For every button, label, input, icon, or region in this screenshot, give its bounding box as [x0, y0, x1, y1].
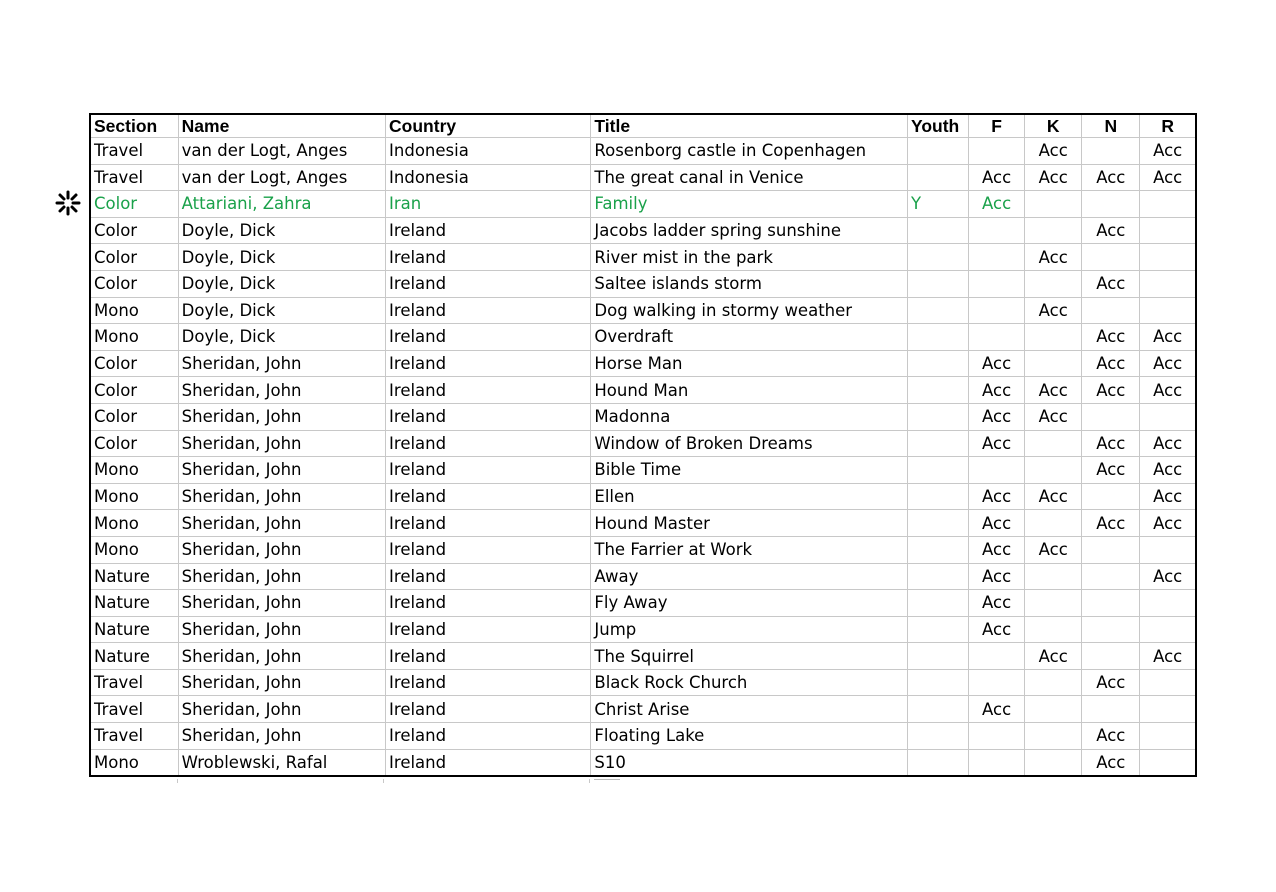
- cell-k: [1025, 217, 1082, 244]
- cell-title: Bible Time: [591, 457, 908, 484]
- table-row: [90, 723, 1196, 750]
- cell-country: Ireland: [386, 457, 591, 484]
- cell-r: [1140, 297, 1196, 324]
- cell-f: Acc: [969, 403, 1025, 430]
- table-row: [90, 377, 1196, 404]
- cell-youth: [907, 563, 968, 590]
- cell-r: [1140, 590, 1196, 617]
- cell-name: Sheridan, John: [178, 643, 385, 670]
- cell-k: [1025, 457, 1082, 484]
- cell-n: Acc: [1082, 749, 1140, 776]
- cell-f: [969, 297, 1025, 324]
- cell-title: Window of Broken Dreams: [591, 430, 908, 457]
- loading-spinner-icon: [55, 190, 81, 216]
- cell-f: Acc: [969, 696, 1025, 723]
- cell-r: [1140, 749, 1196, 776]
- cell-r: Acc: [1140, 377, 1196, 404]
- table-row: [90, 270, 1196, 297]
- cell-n: [1082, 297, 1140, 324]
- cell-r: Acc: [1140, 643, 1196, 670]
- cell-n: [1082, 403, 1140, 430]
- cell-country: Ireland: [386, 510, 591, 537]
- cell-name: Doyle, Dick: [178, 270, 385, 297]
- cell-title: Floating Lake: [591, 723, 908, 750]
- cell-youth: [907, 297, 968, 324]
- cell-r: [1140, 403, 1196, 430]
- cell-f: [969, 270, 1025, 297]
- cell-section: Nature: [90, 590, 178, 617]
- cell-youth: [907, 244, 968, 271]
- cell-youth: [907, 350, 968, 377]
- cell-n: [1082, 536, 1140, 563]
- cell-title: Overdraft: [591, 324, 908, 351]
- cell-f: [969, 138, 1025, 165]
- cell-title: Dog walking in stormy weather: [591, 297, 908, 324]
- cell-section: Color: [90, 217, 178, 244]
- cell-youth: [907, 377, 968, 404]
- cell-n: Acc: [1082, 217, 1140, 244]
- cell-n: Acc: [1082, 430, 1140, 457]
- gridline-tail: [177, 779, 178, 783]
- cell-country: Ireland: [386, 244, 591, 271]
- cell-title: The Squirrel: [591, 643, 908, 670]
- cell-k: [1025, 590, 1082, 617]
- cell-f: Acc: [969, 510, 1025, 537]
- cell-k: Acc: [1025, 138, 1082, 165]
- cell-section: Color: [90, 191, 178, 218]
- table-body: [90, 138, 1196, 777]
- cell-n: [1082, 643, 1140, 670]
- table-row: [90, 457, 1196, 484]
- cell-k: Acc: [1025, 244, 1082, 271]
- cell-country: Ireland: [386, 297, 591, 324]
- column-header-k: K: [1025, 114, 1082, 138]
- cell-title: Christ Arise: [591, 696, 908, 723]
- table-row: [90, 297, 1196, 324]
- table-row: [90, 563, 1196, 590]
- cell-name: Sheridan, John: [178, 350, 385, 377]
- cell-r: Acc: [1140, 164, 1196, 191]
- cell-title: The great canal in Venice: [591, 164, 908, 191]
- cell-k: Acc: [1025, 483, 1082, 510]
- cell-title: Horse Man: [591, 350, 908, 377]
- column-header-title: Title: [591, 114, 908, 138]
- cell-section: Mono: [90, 749, 178, 776]
- column-header-r: R: [1140, 114, 1196, 138]
- cell-section: Mono: [90, 297, 178, 324]
- cell-r: Acc: [1140, 483, 1196, 510]
- column-header-name: Name: [178, 114, 385, 138]
- cell-n: [1082, 191, 1140, 218]
- cell-k: [1025, 270, 1082, 297]
- table-row: [90, 669, 1196, 696]
- cell-k: [1025, 669, 1082, 696]
- table-row: [90, 324, 1196, 351]
- header-row: [90, 114, 1196, 138]
- cell-r: [1140, 536, 1196, 563]
- cell-n: [1082, 138, 1140, 165]
- column-header-section: Section: [90, 114, 178, 138]
- cell-r: Acc: [1140, 324, 1196, 351]
- cell-youth: Y: [907, 191, 968, 218]
- cell-country: Ireland: [386, 483, 591, 510]
- cell-k: [1025, 510, 1082, 537]
- cell-country: Ireland: [386, 270, 591, 297]
- cell-n: Acc: [1082, 270, 1140, 297]
- cell-f: Acc: [969, 377, 1025, 404]
- cell-name: van der Logt, Anges: [178, 138, 385, 165]
- cell-n: [1082, 590, 1140, 617]
- cell-section: Mono: [90, 510, 178, 537]
- cell-f: Acc: [969, 483, 1025, 510]
- cell-country: Ireland: [386, 669, 591, 696]
- cell-r: Acc: [1140, 430, 1196, 457]
- cell-section: Nature: [90, 563, 178, 590]
- cell-n: [1082, 483, 1140, 510]
- cell-n: Acc: [1082, 164, 1140, 191]
- cell-title: S10: [591, 749, 908, 776]
- cell-title: Saltee islands storm: [591, 270, 908, 297]
- cell-section: Travel: [90, 138, 178, 165]
- table-row: [90, 643, 1196, 670]
- cell-name: Sheridan, John: [178, 457, 385, 484]
- cell-name: Doyle, Dick: [178, 244, 385, 271]
- cell-name: Doyle, Dick: [178, 297, 385, 324]
- cell-country: Iran: [386, 191, 591, 218]
- cell-country: Indonesia: [386, 164, 591, 191]
- table-row: [90, 164, 1196, 191]
- cell-n: [1082, 563, 1140, 590]
- cell-section: Mono: [90, 324, 178, 351]
- cell-k: [1025, 350, 1082, 377]
- cell-f: [969, 324, 1025, 351]
- table-row: [90, 696, 1196, 723]
- cell-country: Ireland: [386, 723, 591, 750]
- column-header-country: Country: [386, 114, 591, 138]
- column-header-f: F: [969, 114, 1025, 138]
- cell-k: [1025, 191, 1082, 218]
- cell-country: Ireland: [386, 749, 591, 776]
- cell-title: Ellen: [591, 483, 908, 510]
- cell-r: [1140, 217, 1196, 244]
- cell-n: Acc: [1082, 457, 1140, 484]
- cell-f: Acc: [969, 590, 1025, 617]
- cell-f: Acc: [969, 164, 1025, 191]
- cell-title: Hound Man: [591, 377, 908, 404]
- cell-k: [1025, 563, 1082, 590]
- cell-title: Rosenborg castle in Copenhagen: [591, 138, 908, 165]
- cell-r: [1140, 696, 1196, 723]
- cell-name: Sheridan, John: [178, 723, 385, 750]
- cell-k: Acc: [1025, 297, 1082, 324]
- cell-youth: [907, 324, 968, 351]
- cell-section: Mono: [90, 536, 178, 563]
- cell-section: Travel: [90, 164, 178, 191]
- cell-k: Acc: [1025, 164, 1082, 191]
- cell-r: Acc: [1140, 138, 1196, 165]
- cell-section: Travel: [90, 723, 178, 750]
- cell-country: Ireland: [386, 324, 591, 351]
- cell-n: Acc: [1082, 350, 1140, 377]
- cell-country: Ireland: [386, 350, 591, 377]
- cell-r: Acc: [1140, 563, 1196, 590]
- cell-r: [1140, 616, 1196, 643]
- cell-f: Acc: [969, 430, 1025, 457]
- cell-n: [1082, 244, 1140, 271]
- cell-country: Ireland: [386, 430, 591, 457]
- cell-title: Jacobs ladder spring sunshine: [591, 217, 908, 244]
- cell-name: Sheridan, John: [178, 430, 385, 457]
- cell-r: Acc: [1140, 457, 1196, 484]
- cell-name: Doyle, Dick: [178, 324, 385, 351]
- cell-f: [969, 244, 1025, 271]
- cell-youth: [907, 536, 968, 563]
- cell-section: Color: [90, 350, 178, 377]
- cell-n: [1082, 696, 1140, 723]
- cell-r: [1140, 669, 1196, 696]
- cell-youth: [907, 669, 968, 696]
- cell-r: [1140, 244, 1196, 271]
- cell-youth: [907, 616, 968, 643]
- cell-name: Sheridan, John: [178, 483, 385, 510]
- gridline-tail: [383, 779, 384, 783]
- cell-n: Acc: [1082, 377, 1140, 404]
- cell-country: Ireland: [386, 696, 591, 723]
- cell-name: Wroblewski, Rafal: [178, 749, 385, 776]
- cell-k: [1025, 616, 1082, 643]
- cell-section: Nature: [90, 616, 178, 643]
- cell-title: Fly Away: [591, 590, 908, 617]
- cell-f: [969, 669, 1025, 696]
- cell-name: van der Logt, Anges: [178, 164, 385, 191]
- cell-k: [1025, 696, 1082, 723]
- cell-f: Acc: [969, 616, 1025, 643]
- cell-f: [969, 217, 1025, 244]
- gridline-tail: [589, 779, 590, 783]
- table-row: [90, 536, 1196, 563]
- cell-section: Nature: [90, 643, 178, 670]
- cell-n: Acc: [1082, 324, 1140, 351]
- cell-n: Acc: [1082, 510, 1140, 537]
- cell-youth: [907, 483, 968, 510]
- cell-title: The Farrier at Work: [591, 536, 908, 563]
- cell-name: Sheridan, John: [178, 510, 385, 537]
- table-row: [90, 749, 1196, 776]
- cell-k: [1025, 723, 1082, 750]
- cell-name: Sheridan, John: [178, 616, 385, 643]
- cell-country: Ireland: [386, 616, 591, 643]
- cell-youth: [907, 138, 968, 165]
- cell-r: Acc: [1140, 510, 1196, 537]
- cell-r: Acc: [1140, 350, 1196, 377]
- table-row: [90, 483, 1196, 510]
- table-row: [90, 510, 1196, 537]
- cell-country: Ireland: [386, 217, 591, 244]
- table-row: [90, 403, 1196, 430]
- table-row: [90, 616, 1196, 643]
- column-header-n: N: [1082, 114, 1140, 138]
- cell-name: Sheridan, John: [178, 590, 385, 617]
- cell-youth: [907, 403, 968, 430]
- cell-youth: [907, 643, 968, 670]
- cell-country: Ireland: [386, 377, 591, 404]
- cell-section: Mono: [90, 483, 178, 510]
- table-row: [90, 350, 1196, 377]
- cell-country: Indonesia: [386, 138, 591, 165]
- cell-youth: [907, 696, 968, 723]
- cell-country: Ireland: [386, 590, 591, 617]
- cell-youth: [907, 457, 968, 484]
- cell-k: Acc: [1025, 377, 1082, 404]
- cell-title: Jump: [591, 616, 908, 643]
- cell-k: Acc: [1025, 643, 1082, 670]
- cell-name: Sheridan, John: [178, 669, 385, 696]
- cell-name: Sheridan, John: [178, 563, 385, 590]
- table-row: [90, 590, 1196, 617]
- table-row: [90, 430, 1196, 457]
- cell-youth: [907, 510, 968, 537]
- cell-section: Travel: [90, 669, 178, 696]
- cell-youth: [907, 723, 968, 750]
- cell-k: Acc: [1025, 403, 1082, 430]
- cell-section: Mono: [90, 457, 178, 484]
- column-header-youth: Youth: [907, 114, 968, 138]
- cell-youth: [907, 217, 968, 244]
- cell-name: Sheridan, John: [178, 377, 385, 404]
- cell-r: [1140, 723, 1196, 750]
- cell-title: Away: [591, 563, 908, 590]
- cell-k: Acc: [1025, 536, 1082, 563]
- cell-title: Family: [591, 191, 908, 218]
- cell-r: [1140, 191, 1196, 218]
- cell-k: [1025, 430, 1082, 457]
- cell-section: Color: [90, 430, 178, 457]
- cell-f: [969, 749, 1025, 776]
- cell-section: Color: [90, 377, 178, 404]
- cell-name: Attariani, Zahra: [178, 191, 385, 218]
- cell-name: Sheridan, John: [178, 403, 385, 430]
- cell-f: Acc: [969, 350, 1025, 377]
- cell-section: Color: [90, 244, 178, 271]
- cell-section: Color: [90, 403, 178, 430]
- table-row: [90, 217, 1196, 244]
- cell-youth: [907, 749, 968, 776]
- cell-country: Ireland: [386, 536, 591, 563]
- cell-f: Acc: [969, 563, 1025, 590]
- cell-name: Sheridan, John: [178, 696, 385, 723]
- cell-country: Ireland: [386, 563, 591, 590]
- cell-f: [969, 723, 1025, 750]
- cell-youth: [907, 590, 968, 617]
- table-row: [90, 191, 1196, 218]
- cell-name: Doyle, Dick: [178, 217, 385, 244]
- cell-f: [969, 643, 1025, 670]
- cell-n: Acc: [1082, 723, 1140, 750]
- cell-n: [1082, 616, 1140, 643]
- cell-youth: [907, 270, 968, 297]
- table-row: [90, 244, 1196, 271]
- results-table: [89, 113, 1197, 777]
- cell-title: River mist in the park: [591, 244, 908, 271]
- cell-youth: [907, 430, 968, 457]
- cell-f: [969, 457, 1025, 484]
- cell-name: Sheridan, John: [178, 536, 385, 563]
- cell-k: [1025, 749, 1082, 776]
- cell-title: Madonna: [591, 403, 908, 430]
- cell-youth: [907, 164, 968, 191]
- cell-title: Hound Master: [591, 510, 908, 537]
- table-row: [90, 138, 1196, 165]
- cell-section: Color: [90, 270, 178, 297]
- cell-section: Travel: [90, 696, 178, 723]
- cell-f: Acc: [969, 536, 1025, 563]
- cell-country: Ireland: [386, 403, 591, 430]
- cell-title: Black Rock Church: [591, 669, 908, 696]
- cell-f: Acc: [969, 191, 1025, 218]
- cell-n: Acc: [1082, 669, 1140, 696]
- cell-k: [1025, 324, 1082, 351]
- cell-country: Ireland: [386, 643, 591, 670]
- cutoff-text-fragment: [594, 779, 620, 783]
- cell-r: [1140, 270, 1196, 297]
